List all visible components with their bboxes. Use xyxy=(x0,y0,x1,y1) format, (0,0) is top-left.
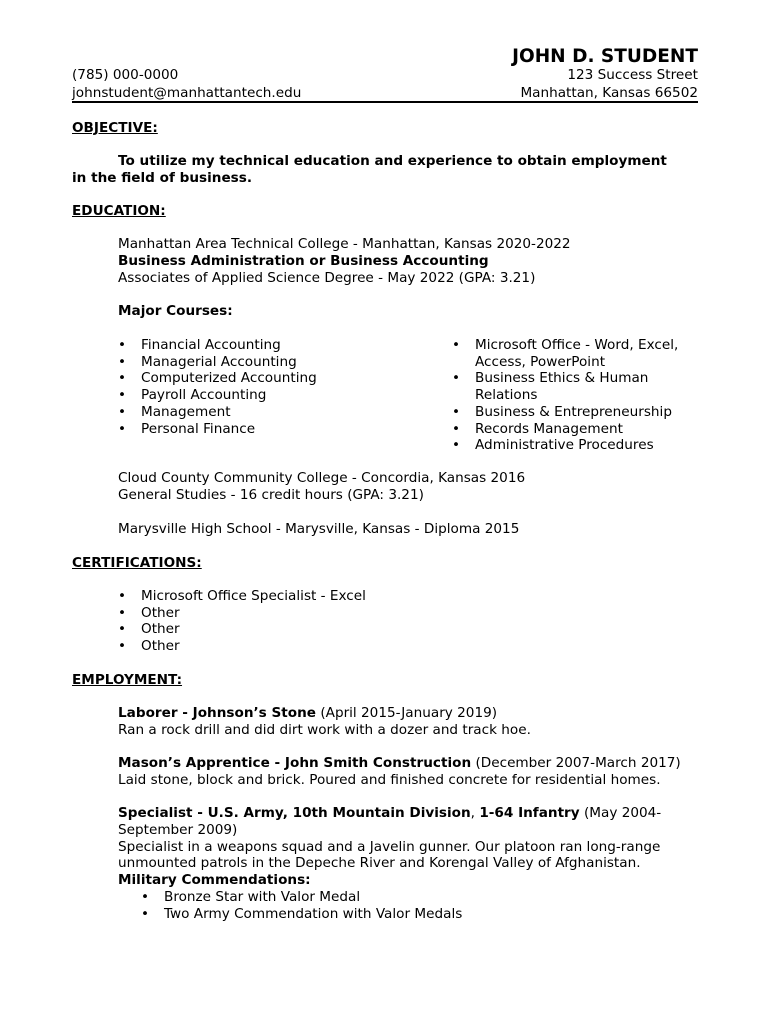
job-3-description-2: unmounted patrols in the Depeche River and Korengal Valley of Afghanistan. xyxy=(118,855,641,871)
list-item: • Other xyxy=(118,638,366,655)
street-address: 123 Success Street xyxy=(567,67,698,83)
list-item: • Computerized Accounting xyxy=(118,370,317,387)
job-1-dates: (April 2015-January 2019) xyxy=(316,705,498,721)
commendations-heading: Military Commendations: xyxy=(118,872,311,888)
job-3-title: Specialist - U.S. Army, 10th Mountain Division xyxy=(118,805,471,821)
objective-line-2: in the field of business. xyxy=(72,170,253,186)
city-state-zip: Manhattan, Kansas 66502 xyxy=(520,85,698,101)
bullet: • xyxy=(452,337,461,353)
job-2-description: Laid stone, block and brick. Poured and finished concrete for residential homes. xyxy=(118,772,661,788)
job-2-title: Mason’s Apprentice - John Smith Construction xyxy=(118,755,472,771)
job-3-unit: 1-64 Infantry xyxy=(479,805,580,821)
bullet: • xyxy=(452,420,461,437)
job-1-title: Laborer - Johnson’s Stone xyxy=(118,705,317,721)
certifications-heading: CERTIFICATIONS: xyxy=(72,555,202,571)
school-3: Marysville High School - Marysville, Kansas - Diploma 2015 xyxy=(118,521,520,537)
list-item: • Management xyxy=(118,404,317,421)
school-1: Manhattan Area Technical College - Manhattan, Kansas 2020-2022 xyxy=(118,236,571,252)
job-3-comma: , xyxy=(470,805,480,821)
job-1-header xyxy=(118,705,497,722)
list-item: Business Ethics & Human xyxy=(475,370,649,387)
job-3-dates-end: September 2009) xyxy=(118,822,238,838)
list-item: • Financial Accounting xyxy=(118,337,317,354)
list-item: Business & Entrepreneurship xyxy=(475,403,672,420)
list-item: • Two Army Commendation with Valor Medals xyxy=(141,906,462,923)
list-item-continued: Access, PowerPoint xyxy=(475,353,606,370)
bullet: • xyxy=(452,403,461,420)
courses-heading: Major Courses: xyxy=(118,303,233,319)
bullet: • xyxy=(452,370,461,387)
job-3-dates-start: (May 2004- xyxy=(579,805,662,821)
header-divider xyxy=(72,101,698,103)
degree: Associates of Applied Science Degree - May 2022 (GPA: 3.21) xyxy=(118,270,536,286)
applicant-name: JOHN D. STUDENT xyxy=(512,46,698,67)
list-item: • Other xyxy=(118,621,366,638)
school-2: Cloud County Community College - Concordia, Kansas 2016 xyxy=(118,470,526,486)
bullet: • xyxy=(452,437,461,454)
job-3-description-1: Specialist in a weapons squad and a Javelin gunner. Our platoon ran long-range xyxy=(118,839,661,855)
certifications-list xyxy=(118,588,366,655)
job-1-description: Ran a rock drill and did dirt work with a dozer and track hoe. xyxy=(118,722,531,738)
major: Business Administration or Business Accounting xyxy=(118,253,489,269)
phone-number: (785) 000-0000 xyxy=(72,67,179,83)
courses-list-left xyxy=(118,337,317,437)
list-item: • Bronze Star with Valor Medal xyxy=(141,889,462,906)
objective-heading: OBJECTIVE: xyxy=(72,120,158,136)
school-2-detail: General Studies - 16 credit hours (GPA: 3.21) xyxy=(118,487,424,503)
list-item: Administrative Procedures xyxy=(475,437,654,454)
email-address: johnstudent@manhattantech.edu xyxy=(72,85,302,101)
list-item: Records Management xyxy=(475,420,623,437)
list-item-continued: Relations xyxy=(475,387,538,404)
list-item: Microsoft Office - Word, Excel, xyxy=(475,337,679,353)
list-item: • Managerial Accounting xyxy=(118,354,317,371)
employment-heading: EMPLOYMENT: xyxy=(72,672,183,688)
commendations-list xyxy=(141,889,462,922)
list-item: • Other xyxy=(118,605,366,622)
job-2-dates: (December 2007-March 2017) xyxy=(471,755,681,771)
list-item: • Personal Finance xyxy=(118,421,317,438)
job-2-header xyxy=(118,755,681,772)
list-item: • Microsoft Office Specialist - Excel xyxy=(118,588,366,605)
education-heading: EDUCATION: xyxy=(72,203,166,219)
list-item: • Payroll Accounting xyxy=(118,387,317,404)
objective-line-1: To utilize my technical education and experience to obtain employment xyxy=(118,153,667,169)
job-3-header xyxy=(118,805,661,822)
